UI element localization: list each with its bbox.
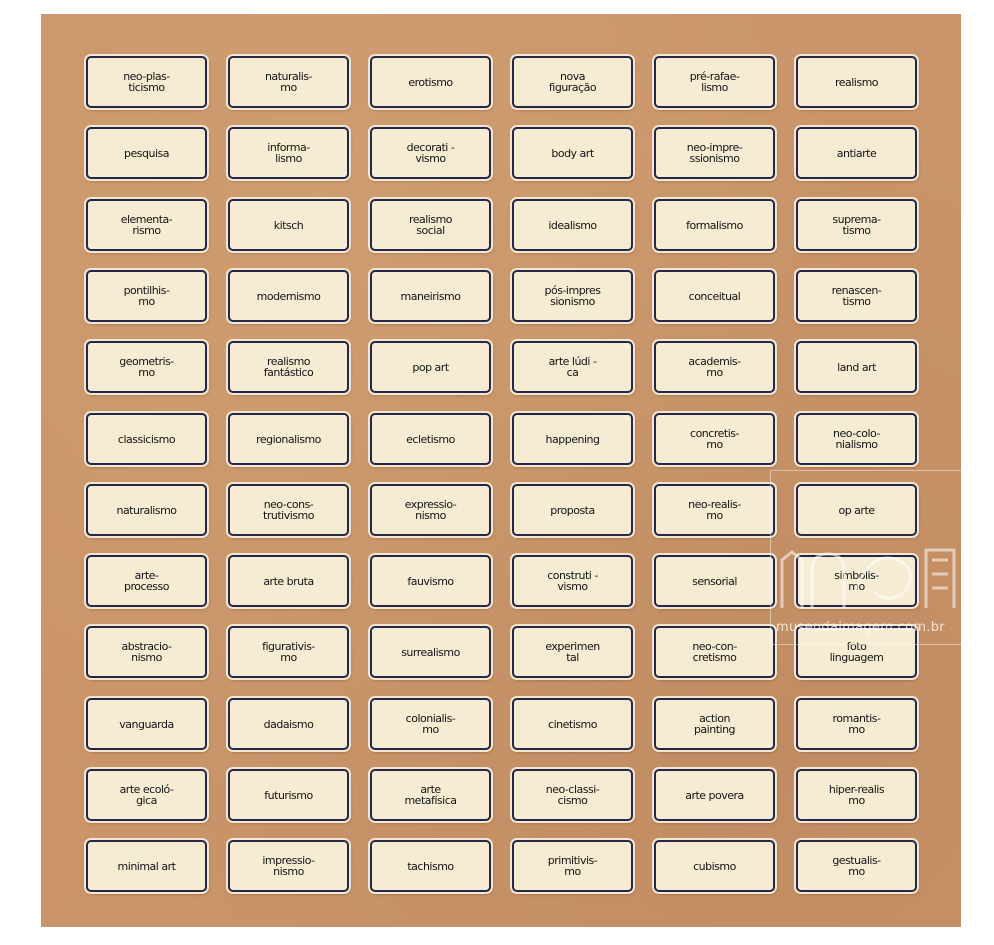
movement-label: concretis- mo (654, 413, 775, 465)
movement-label: romantis- mo (796, 698, 917, 750)
movement-label: arte bruta (228, 555, 349, 607)
label-grid (41, 14, 961, 927)
movement-label: action painting (654, 698, 775, 750)
movement-label: pesquisa (86, 127, 207, 179)
movement-label: cubismo (654, 840, 775, 892)
movement-label: arte ecoló- gica (86, 769, 207, 821)
movement-label: academis- mo (654, 341, 775, 393)
movement-label: suprema- tismo (796, 199, 917, 251)
movement-label: proposta (512, 484, 633, 536)
movement-label: pontilhis- mo (86, 270, 207, 322)
movement-label: simbolis- mo (796, 555, 917, 607)
movement-label: vanguarda (86, 698, 207, 750)
movement-label: minimal art (86, 840, 207, 892)
movement-label: naturalismo (86, 484, 207, 536)
movement-label: colonialis- mo (370, 698, 491, 750)
movement-label: idealismo (512, 199, 633, 251)
movement-label: neo-plas- ticismo (86, 56, 207, 108)
art-movements-board (41, 14, 961, 927)
watermark-text: museudaimagem.com.br (776, 620, 945, 635)
movement-label: gestualis- mo (796, 840, 917, 892)
movement-label: dadaismo (228, 698, 349, 750)
movement-label: arte metafísica (370, 769, 491, 821)
movement-label: foto linguagem (796, 626, 917, 678)
movement-label: decorati - vismo (370, 127, 491, 179)
movement-label: figurativis- mo (228, 626, 349, 678)
movement-label: construti - vismo (512, 555, 633, 607)
movement-label: arte povera (654, 769, 775, 821)
movement-label: land art (796, 341, 917, 393)
movement-label: abstracio- nismo (86, 626, 207, 678)
movement-label: realismo fantástico (228, 341, 349, 393)
movement-label: informa- lismo (228, 127, 349, 179)
movement-label: hiper-realis mo (796, 769, 917, 821)
movement-label: neo-cons- trutivismo (228, 484, 349, 536)
movement-label: neo-impre- ssionismo (654, 127, 775, 179)
movement-label: pós-impres sionismo (512, 270, 633, 322)
movement-label: arte lúdi - ca (512, 341, 633, 393)
movement-label: neo-con- cretismo (654, 626, 775, 678)
movement-label: realismo social (370, 199, 491, 251)
movement-label: cinetismo (512, 698, 633, 750)
movement-label: kitsch (228, 199, 349, 251)
movement-label: ecletismo (370, 413, 491, 465)
movement-label: impressio- nismo (228, 840, 349, 892)
movement-label: classicismo (86, 413, 207, 465)
movement-label: antiarte (796, 127, 917, 179)
movement-label: pop art (370, 341, 491, 393)
movement-label: pré-rafae- lismo (654, 56, 775, 108)
movement-label: expressio- nismo (370, 484, 491, 536)
movement-label: primitivis- mo (512, 840, 633, 892)
movement-label: nova figuração (512, 56, 633, 108)
movement-label: conceitual (654, 270, 775, 322)
movement-label: realismo (796, 56, 917, 108)
movement-label: erotismo (370, 56, 491, 108)
movement-label: renascen- tismo (796, 270, 917, 322)
movement-label: fauvismo (370, 555, 491, 607)
movement-label: tachismo (370, 840, 491, 892)
movement-label: geometris- mo (86, 341, 207, 393)
movement-label: neo-colo- nialismo (796, 413, 917, 465)
movement-label: arte- processo (86, 555, 207, 607)
movement-label: futurismo (228, 769, 349, 821)
movement-label: neo-realis- mo (654, 484, 775, 536)
movement-label: neo-classi- cismo (512, 769, 633, 821)
movement-label: maneirismo (370, 270, 491, 322)
movement-label: formalismo (654, 199, 775, 251)
movement-label: elementa- rismo (86, 199, 207, 251)
movement-label: sensorial (654, 555, 775, 607)
movement-label: regionalismo (228, 413, 349, 465)
movement-label: body art (512, 127, 633, 179)
movement-label: surrealismo (370, 626, 491, 678)
movement-label: naturalis- mo (228, 56, 349, 108)
movement-label: happening (512, 413, 633, 465)
movement-label: op arte (796, 484, 917, 536)
movement-label: modernismo (228, 270, 349, 322)
movement-label: experimen tal (512, 626, 633, 678)
